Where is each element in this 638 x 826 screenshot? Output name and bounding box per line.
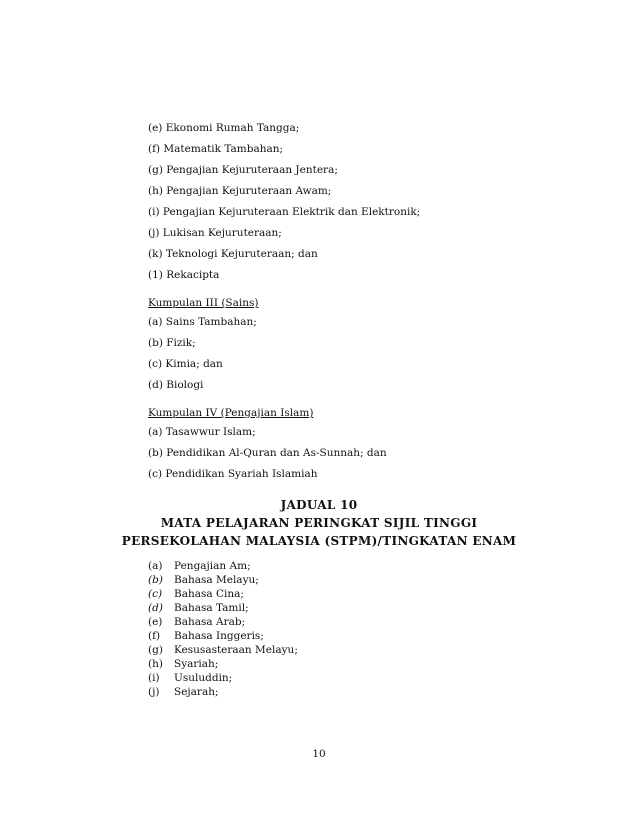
item-label: (f) (148, 630, 161, 642)
table-title: JADUAL 10 (280, 498, 358, 512)
item-text: Kesusasteraan Melayu; (174, 644, 298, 656)
item-text: Syariah; (174, 658, 219, 670)
list-item: (a) Tasawwur Islam; (148, 426, 256, 438)
item-label: (h) (148, 658, 163, 670)
item-text: Bahasa Melayu; (174, 574, 259, 586)
list-item: (k) Teknologi Kejuruteraan; dan (148, 248, 318, 260)
item-label: (i) (148, 672, 160, 684)
item-text: Usuluddin; (174, 672, 233, 684)
list-item: (e) Ekonomi Rumah Tangga; (148, 122, 300, 134)
item-label: (g) (148, 644, 163, 656)
item-label: (d) (148, 602, 163, 614)
item-text: Bahasa Cina; (174, 588, 244, 600)
list-item (148, 574, 259, 587)
list-item (148, 630, 264, 643)
list-item: (d) Biologi (148, 379, 204, 391)
list-item (148, 672, 232, 685)
list-item: (c) Pendidikan Syariah Islamiah (148, 468, 318, 480)
section-heading-kumpulan-iv: Kumpulan IV (Pengajian Islam) (148, 407, 314, 419)
list-item: (g) Pengajian Kejuruteraan Jentera; (148, 164, 338, 176)
list-item: (c) Kimia; dan (148, 358, 223, 370)
item-text: Bahasa Inggeris; (174, 630, 264, 642)
item-label: (c) (148, 588, 163, 600)
list-item: (b) Pendidikan Al-Quran dan As-Sunnah; dan (148, 447, 387, 459)
list-item: (a) Sains Tambahan; (148, 316, 257, 328)
list-item: (1) Rekacipta (148, 269, 220, 281)
list-item (148, 686, 219, 699)
list-item: (h) Pengajian Kejuruteraan Awam; (148, 185, 332, 197)
list-item (148, 644, 298, 657)
list-item: (f) Matematik Tambahan; (148, 143, 284, 155)
list-item (148, 602, 249, 615)
item-text: Bahasa Arab; (174, 616, 246, 628)
list-item (148, 560, 251, 573)
list-item: (j) Lukisan Kejuruteraan; (148, 227, 282, 239)
list-item: (b) Fizik; (148, 337, 196, 349)
list-item (148, 588, 244, 601)
page-number: 10 (312, 748, 326, 760)
section-heading-kumpulan-iii: Kumpulan III (Sains) (148, 297, 259, 309)
table-subtitle-line2: PERSEKOLAHAN MALAYSIA (STPM)/TINGKATAN ENAM (121, 534, 517, 548)
item-label: (a) (148, 560, 163, 572)
list-item (148, 616, 245, 629)
item-label: (e) (148, 616, 163, 628)
list-item (148, 658, 218, 671)
item-label: (j) (148, 686, 160, 698)
item-text: Sejarah; (174, 686, 219, 698)
item-label: (b) (148, 574, 163, 586)
list-item: (i) Pengajian Kejuruteraan Elektrik dan Elektronik; (148, 206, 421, 218)
table-subtitle-line1: MATA PELAJARAN PERINGKAT SIJIL TINGGI (160, 516, 478, 530)
item-text: Pengajian Am; (174, 560, 251, 572)
item-text: Bahasa Tamil; (174, 602, 249, 614)
